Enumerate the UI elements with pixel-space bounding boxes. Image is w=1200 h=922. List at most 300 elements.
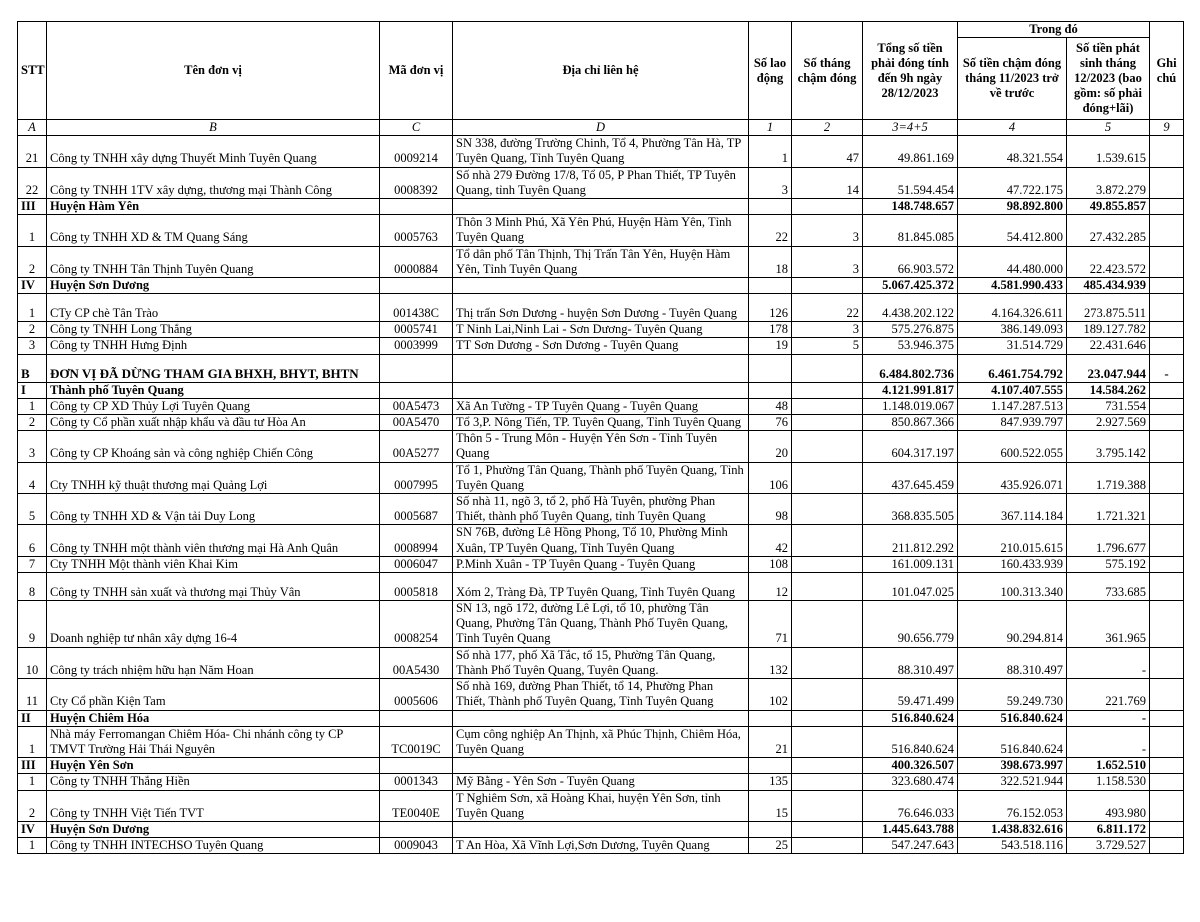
- row-workers: [749, 758, 792, 774]
- table-row: [18, 494, 1184, 525]
- row-address: Số nhà 11, ngõ 3, tổ 2, phố Hà Tuyên, phường Phan Thiết, thành phố Tuyên Quang, tỉnh Tuyên Quang: [453, 494, 749, 525]
- row-unit-name: Huyện Hàm Yên: [47, 199, 380, 215]
- row-workers: [749, 199, 792, 215]
- row-total: 850.867.366: [863, 415, 958, 431]
- row-arising-amount: 361.965: [1067, 601, 1150, 648]
- row-stt: 2: [18, 790, 47, 821]
- row-address: Tổ 1, Phường Tân Quang, Thành phố Tuyên Quang, Tỉnh Tuyên Quang: [453, 462, 749, 493]
- row-note: [1150, 821, 1184, 837]
- col-stt: STT: [18, 22, 47, 120]
- row-arising-amount: -: [1067, 710, 1150, 726]
- row-unit-code: [380, 710, 453, 726]
- table-row: [18, 415, 1184, 431]
- row-stt: 2: [18, 322, 47, 338]
- row-address: Thôn 5 - Trung Môn - Huyện Yên Sơn - Tỉnh Tuyên Quang: [453, 431, 749, 462]
- row-note: [1150, 431, 1184, 462]
- row-late-amount: 31.514.729: [958, 338, 1067, 354]
- row-arising-amount: 1.796.677: [1067, 525, 1150, 556]
- table-row: [18, 462, 1184, 493]
- row-late-months: 5: [792, 338, 863, 354]
- row-note: [1150, 136, 1184, 167]
- row-address: Tổ 3,P. Nông Tiến, TP. Tuyên Quang, Tỉnh Tuyên Quang: [453, 415, 749, 431]
- row-unit-name: Cty Cổ phần Kiện Tam: [47, 679, 380, 710]
- row-late-amount: 210.015.615: [958, 525, 1067, 556]
- row-stt: 9: [18, 601, 47, 648]
- col-workers: Số lao động: [749, 22, 792, 120]
- column-index-cell: 4: [958, 120, 1067, 136]
- row-address: P.Minh Xuân - TP Tuyên Quang - Tuyên Quang: [453, 556, 749, 572]
- row-stt: 5: [18, 494, 47, 525]
- row-note: [1150, 215, 1184, 246]
- row-unit-name: ĐƠN VỊ ĐÃ DỪNG THAM GIA BHXH, BHYT, BHTN: [47, 354, 380, 382]
- row-total: 4.438.202.122: [863, 294, 958, 322]
- row-unit-name: Công ty TNHH Long Thắng: [47, 322, 380, 338]
- table-row: [18, 398, 1184, 414]
- table-row: [18, 838, 1184, 854]
- row-note: [1150, 838, 1184, 854]
- row-unit-name: Công ty TNHH Thắng Hiền: [47, 774, 380, 790]
- table-row: [18, 322, 1184, 338]
- row-late-amount: 54.412.800: [958, 215, 1067, 246]
- row-arising-amount: 3.729.527: [1067, 838, 1150, 854]
- row-unit-name: Công ty trách nhiệm hữu hạn Năm Hoan: [47, 647, 380, 678]
- row-late-months: [792, 415, 863, 431]
- row-unit-code: 0007995: [380, 462, 453, 493]
- row-note: [1150, 758, 1184, 774]
- row-late-amount: 4.581.990.433: [958, 278, 1067, 294]
- row-unit-code: 00A5470: [380, 415, 453, 431]
- row-arising-amount: 1.719.388: [1067, 462, 1150, 493]
- row-unit-code: [380, 382, 453, 398]
- row-stt: 1: [18, 726, 47, 757]
- row-late-months: [792, 679, 863, 710]
- row-address: SN 13, ngõ 172, đường Lê Lợi, tổ 10, phường Tân Quang, Phường Tân Quang, Thành Phố Tuyên Quang, Tỉnh Tuyên Quang: [453, 601, 749, 648]
- column-index-cell: D: [453, 120, 749, 136]
- row-late-months: [792, 462, 863, 493]
- row-stt: 3: [18, 338, 47, 354]
- row-late-months: [792, 525, 863, 556]
- row-arising-amount: 221.769: [1067, 679, 1150, 710]
- row-total: 4.121.991.817: [863, 382, 958, 398]
- row-workers: 1: [749, 136, 792, 167]
- row-total: 1.445.643.788: [863, 821, 958, 837]
- column-index-cell: 5: [1067, 120, 1150, 136]
- row-unit-name: Cty TNHH kỹ thuật thương mại Quảng Lợi: [47, 462, 380, 493]
- col-note: Ghi chú: [1150, 22, 1184, 120]
- row-late-months: [792, 758, 863, 774]
- row-arising-amount: 731.554: [1067, 398, 1150, 414]
- row-arising-amount: 23.047.944: [1067, 354, 1150, 382]
- row-stt: III: [18, 758, 47, 774]
- row-workers: 25: [749, 838, 792, 854]
- row-late-months: [792, 573, 863, 601]
- row-address: SN 76B, đường Lê Hồng Phong, Tổ 10, Phường Minh Xuân, TP Tuyên Quang, Tỉnh Tuyên Quang: [453, 525, 749, 556]
- row-note: [1150, 278, 1184, 294]
- row-total: 516.840.624: [863, 710, 958, 726]
- row-late-months: 22: [792, 294, 863, 322]
- row-note: -: [1150, 354, 1184, 382]
- row-arising-amount: -: [1067, 726, 1150, 757]
- row-workers: 76: [749, 415, 792, 431]
- row-late-amount: 1.147.287.513: [958, 398, 1067, 414]
- row-total: 368.835.505: [863, 494, 958, 525]
- row-unit-name: Công ty TNHH Hưng Định: [47, 338, 380, 354]
- row-total: 66.903.572: [863, 246, 958, 277]
- row-stt: 3: [18, 431, 47, 462]
- row-workers: 132: [749, 647, 792, 678]
- row-unit-code: [380, 821, 453, 837]
- row-workers: 21: [749, 726, 792, 757]
- row-arising-amount: 14.584.262: [1067, 382, 1150, 398]
- row-stt: 8: [18, 573, 47, 601]
- row-total: 49.861.169: [863, 136, 958, 167]
- row-late-months: [792, 710, 863, 726]
- row-workers: 106: [749, 462, 792, 493]
- row-workers: 19: [749, 338, 792, 354]
- row-note: [1150, 294, 1184, 322]
- row-unit-code: 00A5430: [380, 647, 453, 678]
- table-row: [18, 647, 1184, 678]
- debt-report-table: [17, 21, 1184, 854]
- row-stt: I: [18, 382, 47, 398]
- row-late-amount: 435.926.071: [958, 462, 1067, 493]
- row-note: [1150, 679, 1184, 710]
- row-unit-code: 0006047: [380, 556, 453, 572]
- row-total: 81.845.085: [863, 215, 958, 246]
- row-late-months: 14: [792, 167, 863, 198]
- row-late-amount: 847.939.797: [958, 415, 1067, 431]
- row-late-months: [792, 354, 863, 382]
- row-address: Tổ dân phố Tân Thịnh, Thị Trấn Tân Yên, Huyện Hàm Yên, Tỉnh Tuyên Quang: [453, 246, 749, 277]
- column-index-cell: 3=4+5: [863, 120, 958, 136]
- row-total: 59.471.499: [863, 679, 958, 710]
- row-unit-code: [380, 199, 453, 215]
- row-late-amount: 76.152.053: [958, 790, 1067, 821]
- row-late-amount: 88.310.497: [958, 647, 1067, 678]
- col-total: Tổng số tiền phải đóng tính đến 9h ngày 28/12/2023: [863, 22, 958, 120]
- table-row: [18, 525, 1184, 556]
- row-late-months: [792, 774, 863, 790]
- row-unit-code: 0008254: [380, 601, 453, 648]
- row-unit-name: Công ty TNHH XD & Vận tải Duy Long: [47, 494, 380, 525]
- table-row: [18, 338, 1184, 354]
- row-stt: 2: [18, 246, 47, 277]
- row-total: 5.067.425.372: [863, 278, 958, 294]
- row-note: [1150, 462, 1184, 493]
- row-stt: 10: [18, 647, 47, 678]
- row-total: 101.047.025: [863, 573, 958, 601]
- row-note: [1150, 494, 1184, 525]
- row-late-months: [792, 790, 863, 821]
- row-late-months: 3: [792, 322, 863, 338]
- row-address: Mỹ Bằng - Yên Sơn - Tuyên Quang: [453, 774, 749, 790]
- column-index-cell: 1: [749, 120, 792, 136]
- row-total: 148.748.657: [863, 199, 958, 215]
- row-note: [1150, 246, 1184, 277]
- table-row: [18, 790, 1184, 821]
- row-total: 400.326.507: [863, 758, 958, 774]
- row-total: 90.656.779: [863, 601, 958, 648]
- row-stt: III: [18, 199, 47, 215]
- row-late-months: [792, 601, 863, 648]
- row-unit-code: 0008994: [380, 525, 453, 556]
- row-total: 437.645.459: [863, 462, 958, 493]
- row-late-amount: 6.461.754.792: [958, 354, 1067, 382]
- table-row: [18, 215, 1184, 246]
- row-workers: 48: [749, 398, 792, 414]
- row-unit-code: [380, 758, 453, 774]
- row-address: [453, 758, 749, 774]
- row-unit-code: 0001343: [380, 774, 453, 790]
- row-workers: 98: [749, 494, 792, 525]
- row-unit-name: Công ty CP Khoáng sản và công nghiệp Chiến Công: [47, 431, 380, 462]
- col-address: Địa chỉ liên hệ: [453, 22, 749, 120]
- section-row: [18, 354, 1184, 382]
- row-late-amount: 44.480.000: [958, 246, 1067, 277]
- row-late-amount: 4.164.326.611: [958, 294, 1067, 322]
- column-index-cell: B: [47, 120, 380, 136]
- row-note: [1150, 726, 1184, 757]
- row-address: [453, 821, 749, 837]
- table-row: [18, 679, 1184, 710]
- row-unit-name: Huyện Sơn Dương: [47, 821, 380, 837]
- row-arising-amount: 49.855.857: [1067, 199, 1150, 215]
- row-address: Thôn 3 Minh Phú, Xã Yên Phú, Huyện Hàm Yên, Tỉnh Tuyên Quang: [453, 215, 749, 246]
- row-unit-name: CTy CP chè Tân Trào: [47, 294, 380, 322]
- row-arising-amount: 485.434.939: [1067, 278, 1150, 294]
- group-subtotal-row: [18, 199, 1184, 215]
- row-late-amount: 543.518.116: [958, 838, 1067, 854]
- row-stt: 4: [18, 462, 47, 493]
- row-arising-amount: 733.685: [1067, 573, 1150, 601]
- row-arising-amount: 22.431.646: [1067, 338, 1150, 354]
- row-late-amount: 516.840.624: [958, 710, 1067, 726]
- table-row: [18, 136, 1184, 167]
- group-subtotal-row: [18, 382, 1184, 398]
- row-unit-code: TE0040E: [380, 790, 453, 821]
- row-note: [1150, 415, 1184, 431]
- row-total: 1.148.019.067: [863, 398, 958, 414]
- row-unit-code: 00A5473: [380, 398, 453, 414]
- row-workers: 20: [749, 431, 792, 462]
- row-unit-name: Công ty CP XD Thủy Lợi Tuyên Quang: [47, 398, 380, 414]
- row-stt: IV: [18, 278, 47, 294]
- row-late-months: 3: [792, 246, 863, 277]
- row-workers: 22: [749, 215, 792, 246]
- row-unit-name: Công ty TNHH sản xuất và thương mại Thủy Vân: [47, 573, 380, 601]
- row-address: [453, 199, 749, 215]
- debt-report-table-container: [17, 21, 1183, 854]
- row-stt: 1: [18, 398, 47, 414]
- row-note: [1150, 398, 1184, 414]
- table-row: [18, 294, 1184, 322]
- row-late-months: 3: [792, 215, 863, 246]
- row-unit-name: Huyện Chiêm Hóa: [47, 710, 380, 726]
- row-workers: [749, 278, 792, 294]
- row-address: SN 338, đường Trường Chinh, Tổ 4, Phường Tân Hà, TP Tuyên Quang, Tỉnh Tuyên Quang: [453, 136, 749, 167]
- row-address: Xóm 2, Tràng Đà, TP Tuyên Quang, Tỉnh Tuyên Quang: [453, 573, 749, 601]
- row-address: T An Hòa, Xã Vĩnh Lợi,Sơn Dương, Tuyên Quang: [453, 838, 749, 854]
- table-row: [18, 431, 1184, 462]
- row-arising-amount: 493.980: [1067, 790, 1150, 821]
- row-unit-name: Huyện Yên Sơn: [47, 758, 380, 774]
- col-unit-name: Tên đơn vị: [47, 22, 380, 120]
- row-note: [1150, 790, 1184, 821]
- row-total: 76.646.033: [863, 790, 958, 821]
- row-workers: 126: [749, 294, 792, 322]
- row-total: 88.310.497: [863, 647, 958, 678]
- row-note: [1150, 601, 1184, 648]
- row-unit-code: 0003999: [380, 338, 453, 354]
- row-workers: 71: [749, 601, 792, 648]
- row-unit-code: 0009214: [380, 136, 453, 167]
- group-subtotal-row: [18, 821, 1184, 837]
- col-late-amount: Số tiền chậm đóng tháng 11/2023 trở về trước: [958, 38, 1067, 120]
- row-unit-code: 0005763: [380, 215, 453, 246]
- row-address: [453, 278, 749, 294]
- row-unit-code: 0008392: [380, 167, 453, 198]
- row-workers: 108: [749, 556, 792, 572]
- row-unit-name: Nhà máy Ferromangan Chiêm Hóa- Chi nhánh công ty CP TMVT Trường Hải Thái Nguyên: [47, 726, 380, 757]
- row-unit-code: 0005606: [380, 679, 453, 710]
- row-late-amount: 160.433.939: [958, 556, 1067, 572]
- row-unit-code: 0005741: [380, 322, 453, 338]
- row-arising-amount: 3.872.279: [1067, 167, 1150, 198]
- row-workers: 102: [749, 679, 792, 710]
- row-late-months: [792, 278, 863, 294]
- row-note: [1150, 338, 1184, 354]
- row-arising-amount: 27.432.285: [1067, 215, 1150, 246]
- row-arising-amount: 1.539.615: [1067, 136, 1150, 167]
- row-late-amount: 398.673.997: [958, 758, 1067, 774]
- row-late-months: [792, 726, 863, 757]
- row-workers: [749, 821, 792, 837]
- row-unit-name: Công ty TNHH xây dựng Thuyết Minh Tuyên Quang: [47, 136, 380, 167]
- group-subtotal-row: [18, 710, 1184, 726]
- row-total: 323.680.474: [863, 774, 958, 790]
- row-late-amount: 322.521.944: [958, 774, 1067, 790]
- row-unit-name: Cty TNHH Một thành viên Khai Kim: [47, 556, 380, 572]
- column-index-row: [18, 120, 1184, 136]
- row-address: Cụm công nghiệp An Thịnh, xã Phúc Thịnh, Chiêm Hóa, Tuyên Quang: [453, 726, 749, 757]
- row-workers: [749, 710, 792, 726]
- row-arising-amount: 1.158.530: [1067, 774, 1150, 790]
- row-arising-amount: 189.127.782: [1067, 322, 1150, 338]
- row-late-amount: 516.840.624: [958, 726, 1067, 757]
- row-note: [1150, 556, 1184, 572]
- row-total: 6.484.802.736: [863, 354, 958, 382]
- row-unit-code: TC0019C: [380, 726, 453, 757]
- row-stt: 21: [18, 136, 47, 167]
- row-address: Xã An Tường - TP Tuyên Quang - Tuyên Quang: [453, 398, 749, 414]
- row-late-amount: 600.522.055: [958, 431, 1067, 462]
- row-address: [453, 710, 749, 726]
- row-unit-code: [380, 278, 453, 294]
- row-note: [1150, 647, 1184, 678]
- row-stt: 1: [18, 215, 47, 246]
- table-header: [18, 22, 1184, 136]
- row-late-months: [792, 838, 863, 854]
- column-index-cell: 9: [1150, 120, 1184, 136]
- row-address: T Nghiêm Sơn, xã Hoàng Khai, huyện Yên Sơn, tỉnh Tuyên Quang: [453, 790, 749, 821]
- row-address: [453, 354, 749, 382]
- row-late-months: [792, 382, 863, 398]
- row-unit-name: Công ty TNHH 1TV xây dựng, thương mại Thành Công: [47, 167, 380, 198]
- row-total: 53.946.375: [863, 338, 958, 354]
- row-arising-amount: 273.875.511: [1067, 294, 1150, 322]
- row-late-amount: 98.892.800: [958, 199, 1067, 215]
- row-late-months: [792, 647, 863, 678]
- row-late-amount: 4.107.407.555: [958, 382, 1067, 398]
- row-late-amount: 90.294.814: [958, 601, 1067, 648]
- row-unit-code: 0000884: [380, 246, 453, 277]
- row-unit-code: 0009043: [380, 838, 453, 854]
- row-late-amount: 367.114.184: [958, 494, 1067, 525]
- group-subtotal-row: [18, 278, 1184, 294]
- row-late-amount: 1.438.832.616: [958, 821, 1067, 837]
- row-arising-amount: 22.423.572: [1067, 246, 1150, 277]
- row-late-months: 47: [792, 136, 863, 167]
- row-address: [453, 382, 749, 398]
- row-unit-name: Công ty TNHH một thành viên thương mại Hà Anh Quân: [47, 525, 380, 556]
- row-stt: II: [18, 710, 47, 726]
- row-arising-amount: 1.721.321: [1067, 494, 1150, 525]
- row-stt: 6: [18, 525, 47, 556]
- table-body: [18, 136, 1184, 854]
- row-late-months: [792, 431, 863, 462]
- row-stt: 1: [18, 774, 47, 790]
- row-late-amount: 100.313.340: [958, 573, 1067, 601]
- row-address: TT Sơn Dương - Sơn Dương - Tuyên Quang: [453, 338, 749, 354]
- row-arising-amount: 6.811.172: [1067, 821, 1150, 837]
- row-stt: 7: [18, 556, 47, 572]
- row-stt: 1: [18, 838, 47, 854]
- row-note: [1150, 199, 1184, 215]
- row-unit-code: [380, 354, 453, 382]
- table-row: [18, 556, 1184, 572]
- row-unit-name: Công ty TNHH Việt Tiến TVT: [47, 790, 380, 821]
- table-row: [18, 774, 1184, 790]
- row-unit-name: Huyện Sơn Dương: [47, 278, 380, 294]
- row-late-amount: 47.722.175: [958, 167, 1067, 198]
- row-total: 51.594.454: [863, 167, 958, 198]
- row-total: 161.009.131: [863, 556, 958, 572]
- row-stt: IV: [18, 821, 47, 837]
- row-workers: [749, 382, 792, 398]
- row-unit-name: Công ty Cổ phần xuất nhập khẩu và đầu tư Hòa An: [47, 415, 380, 431]
- table-row: [18, 726, 1184, 757]
- col-group-of-which: Trong đó: [958, 22, 1150, 38]
- row-arising-amount: 2.927.569: [1067, 415, 1150, 431]
- row-workers: [749, 354, 792, 382]
- row-workers: 42: [749, 525, 792, 556]
- row-unit-name: Thành phố Tuyên Quang: [47, 382, 380, 398]
- row-stt: B: [18, 354, 47, 382]
- row-stt: 22: [18, 167, 47, 198]
- row-workers: 178: [749, 322, 792, 338]
- table-row: [18, 246, 1184, 277]
- row-arising-amount: 3.795.142: [1067, 431, 1150, 462]
- row-late-months: [792, 199, 863, 215]
- row-unit-name: Công ty TNHH INTECHSO Tuyên Quang: [47, 838, 380, 854]
- row-workers: 18: [749, 246, 792, 277]
- row-note: [1150, 710, 1184, 726]
- row-address: Số nhà 169, đường Phan Thiết, tổ 14, Phường Phan Thiết, Thành phố Tuyên Quang, Tỉnh Tuyên Quang: [453, 679, 749, 710]
- row-address: Số nhà 177, phố Xã Tắc, tổ 15, Phường Tân Quang, Thành Phố Tuyên Quang, Tuyên Quang.: [453, 647, 749, 678]
- row-workers: 15: [749, 790, 792, 821]
- table-row: [18, 167, 1184, 198]
- row-workers: 12: [749, 573, 792, 601]
